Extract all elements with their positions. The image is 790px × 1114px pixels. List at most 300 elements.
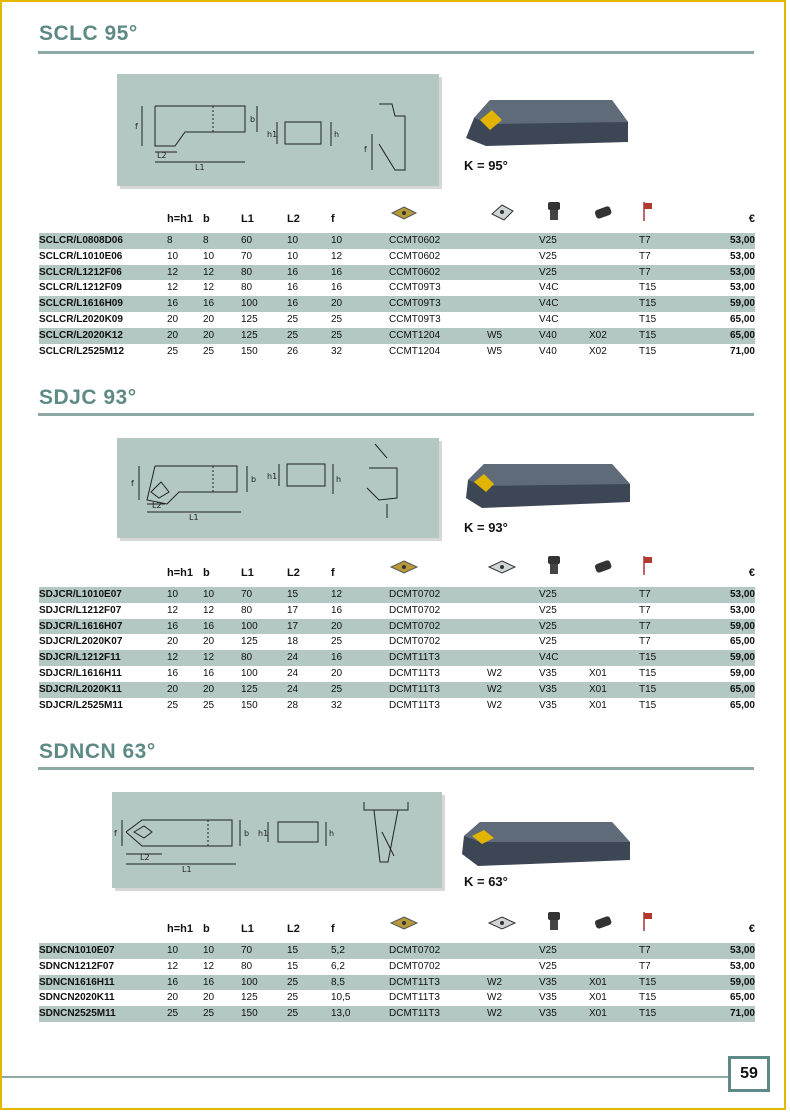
col-f: f	[331, 567, 335, 579]
svg-text:h: h	[336, 475, 342, 484]
cell-key: T15	[639, 1006, 687, 1022]
cell-price: 53,00	[729, 282, 755, 294]
svg-text:b: b	[244, 829, 250, 838]
cell-f: 16	[331, 282, 343, 294]
table-row	[39, 328, 755, 344]
k-angle-label: K = 63°	[464, 874, 508, 889]
cell-key: T15	[639, 682, 687, 698]
table-row	[39, 975, 755, 991]
cell-screw: V35	[539, 1006, 589, 1022]
svg-text:b: b	[250, 115, 256, 124]
cell-l2: 28	[287, 699, 299, 711]
cell-f: 20	[331, 296, 389, 312]
col-insert	[389, 554, 487, 587]
svg-text:h1: h1	[258, 829, 269, 838]
cell-code: SDJCR/L1616H07	[39, 619, 167, 635]
cell-l2: 26	[287, 345, 299, 357]
cell-key: T15	[639, 667, 657, 679]
cell-pin: X02	[589, 345, 607, 357]
col-shim	[487, 200, 539, 233]
dimension-drawing-icon	[117, 74, 439, 186]
cell-b: 16	[203, 975, 241, 991]
cell-screw: V25	[539, 233, 589, 249]
col-insert	[389, 200, 487, 233]
cell-h: 12	[167, 650, 203, 666]
svg-text:f: f	[135, 122, 138, 131]
cell-code: SDJCR/L1010E07	[39, 587, 167, 603]
cell-b: 12	[203, 650, 241, 666]
svg-text:f: f	[114, 829, 117, 838]
table-header-row	[39, 200, 755, 233]
svg-text:h1: h1	[267, 130, 278, 139]
cell-shim	[487, 587, 539, 603]
cell-h: 25	[167, 699, 179, 711]
cell-code: SDNCN1010E07	[39, 943, 167, 959]
cell-insert: DCMT0702	[389, 619, 487, 635]
tool-dimension-diagram	[112, 792, 442, 888]
cell-pin	[589, 233, 639, 249]
key-flag-icon	[639, 554, 661, 576]
table-row	[39, 296, 755, 312]
col-l2: L2	[287, 213, 300, 225]
col-l1: L1	[241, 213, 254, 225]
cell-h: 16	[167, 619, 203, 635]
cell-f: 8,5	[331, 975, 389, 991]
table-row	[39, 265, 755, 281]
cell-shim	[487, 296, 539, 312]
cell-screw: V25	[539, 636, 557, 648]
col-h: h=h1	[167, 213, 193, 225]
cell-price: 53,00	[687, 587, 755, 603]
cell-f: 13,0	[331, 1006, 389, 1022]
cell-l2: 25	[287, 313, 299, 325]
cell-pin: X01	[589, 1006, 639, 1022]
cell-l1: 100	[241, 975, 287, 991]
cell-screw: V35	[539, 992, 557, 1004]
cell-shim	[487, 634, 539, 650]
table-row	[39, 603, 755, 619]
col-pin	[589, 200, 639, 233]
cell-pin	[589, 280, 639, 296]
cell-b: 12	[203, 604, 215, 616]
cell-f: 25	[331, 313, 343, 325]
page-number: 59	[728, 1056, 770, 1092]
rhombic-insert-icon	[389, 556, 419, 576]
cell-pin	[589, 959, 639, 975]
cell-shim	[487, 265, 539, 281]
col-f: f	[331, 213, 335, 225]
cell-shim	[487, 233, 539, 249]
cell-shim: W2	[487, 699, 502, 711]
cell-f: 6,2	[331, 960, 345, 972]
cell-code: SDNCN1616H11	[39, 975, 167, 991]
cell-key: T7	[639, 250, 651, 262]
cell-screw: V25	[539, 587, 589, 603]
section-title: SDNCN 63°	[39, 740, 156, 763]
col-h: h=h1	[167, 567, 193, 579]
cell-l1: 125	[241, 682, 287, 698]
cell-insert: DCMT0702	[389, 943, 487, 959]
svg-text:L2: L2	[152, 501, 162, 510]
cell-l1: 125	[241, 313, 258, 325]
table-row	[39, 666, 755, 682]
cell-l2: 16	[287, 282, 299, 294]
table-header-row	[39, 910, 755, 943]
cell-l2: 25	[287, 992, 299, 1004]
svg-text:L2: L2	[140, 853, 150, 862]
cell-h: 12	[167, 265, 203, 281]
cell-h: 12	[167, 604, 179, 616]
col-screw	[539, 200, 589, 233]
cell-l1: 70	[241, 250, 253, 262]
col-price: €	[748, 213, 755, 225]
cell-screw: V40	[539, 328, 589, 344]
cell-code: SCLCR/L1616H09	[39, 296, 167, 312]
cell-insert: CCMT09T3	[389, 282, 441, 294]
cell-shim	[487, 959, 539, 975]
shim-icon	[487, 202, 517, 222]
cell-shim: W5	[487, 345, 502, 357]
cell-h: 10	[167, 943, 203, 959]
cell-l2: 25	[287, 975, 331, 991]
cell-b: 8	[203, 233, 241, 249]
table-row	[39, 943, 755, 959]
col-pin	[589, 910, 639, 943]
cell-b: 20	[203, 636, 215, 648]
cell-l1: 80	[241, 265, 287, 281]
cell-insert: DCMT11T3	[389, 650, 487, 666]
table-row	[39, 650, 755, 666]
cell-price: 71,00	[729, 345, 755, 357]
cell-h: 20	[167, 313, 179, 325]
svg-text:L1: L1	[182, 865, 192, 874]
cell-key: T15	[639, 328, 687, 344]
cell-price: 59,00	[687, 975, 755, 991]
cell-b: 20	[203, 682, 241, 698]
cell-insert: DCMT11T3	[389, 667, 440, 679]
cell-l2: 16	[287, 296, 331, 312]
cell-b: 16	[203, 619, 241, 635]
cell-h: 10	[167, 250, 179, 262]
col-screw	[539, 910, 589, 943]
pin-icon	[589, 202, 619, 222]
cell-shim	[487, 603, 539, 619]
cell-insert: CCMT0602	[389, 233, 487, 249]
section-title: SCLC 95°	[39, 22, 138, 45]
cell-b: 10	[203, 943, 241, 959]
cell-l2: 16	[287, 265, 331, 281]
cell-pin	[589, 249, 639, 265]
cell-f: 16	[331, 265, 389, 281]
cell-shim	[487, 619, 539, 635]
table-row	[39, 587, 755, 603]
cell-f: 25	[331, 636, 343, 648]
cell-price: 71,00	[687, 1006, 755, 1022]
cell-shim: W2	[487, 975, 539, 991]
cell-pin: X01	[589, 667, 607, 679]
cell-b: 25	[203, 1006, 241, 1022]
cell-f: 20	[331, 619, 389, 635]
cell-l2: 24	[287, 650, 331, 666]
cell-key: T15	[639, 282, 657, 294]
table-row	[39, 233, 755, 249]
cell-key: T15	[639, 992, 657, 1004]
cell-insert: DCMT0702	[389, 960, 441, 972]
cell-l1: 150	[241, 1006, 287, 1022]
cell-b: 20	[203, 328, 241, 344]
cell-b: 25	[203, 699, 215, 711]
cell-key: T15	[639, 296, 687, 312]
cell-insert: CCMT1204	[389, 328, 487, 344]
cell-key: T7	[639, 265, 687, 281]
tool-dimension-diagram	[117, 438, 439, 538]
col-f: f	[331, 923, 335, 935]
cell-price: 65,00	[729, 636, 755, 648]
svg-text:f: f	[131, 479, 134, 488]
cell-price: 65,00	[729, 992, 755, 1004]
cell-key: T15	[639, 975, 687, 991]
cell-code: SCLCR/L2020K12	[39, 328, 167, 344]
cell-screw: V4C	[539, 282, 559, 294]
col-price: €	[748, 923, 755, 935]
cell-code: SDJCR/L1212F07	[39, 604, 122, 616]
tool-dimension-diagram	[117, 74, 439, 186]
cell-l1: 150	[241, 699, 258, 711]
col-key	[639, 200, 687, 233]
cell-screw: V4C	[539, 313, 559, 325]
cell-h: 8	[167, 233, 203, 249]
cell-code: SDJCR/L1212F11	[39, 650, 167, 666]
cell-h: 16	[167, 667, 179, 679]
cell-pin	[589, 603, 639, 619]
cell-l1: 125	[241, 992, 258, 1004]
cell-shim: W2	[487, 667, 502, 679]
cell-code: SCLCR/L2020K09	[39, 313, 123, 325]
cell-code: SDJCR/L2020K07	[39, 636, 123, 648]
col-key	[639, 910, 687, 943]
key-flag-icon	[639, 910, 661, 932]
col-h: h=h1	[167, 923, 193, 935]
cell-code: SCLCR/L0808D06	[39, 233, 167, 249]
cell-shim: W2	[487, 992, 502, 1004]
cell-shim	[487, 249, 539, 265]
cell-h: 20	[167, 636, 179, 648]
col-pin	[589, 554, 639, 587]
cell-f: 5,2	[331, 943, 389, 959]
col-b: b	[203, 567, 210, 579]
col-key	[639, 554, 687, 587]
cell-price: 53,00	[729, 604, 755, 616]
cell-code: SDNCN1212F07	[39, 960, 115, 972]
cell-screw: V35	[539, 699, 557, 711]
rhombic-insert-icon	[389, 202, 419, 222]
cell-f: 16	[331, 650, 389, 666]
dimension-drawing-icon	[117, 438, 439, 538]
dimension-drawing-icon	[112, 792, 442, 888]
cell-h: 25	[167, 1006, 203, 1022]
cell-l2: 25	[287, 328, 331, 344]
cell-screw: V35	[539, 667, 557, 679]
cell-l2: 24	[287, 682, 331, 698]
cell-code: SDNCN2525M11	[39, 1006, 167, 1022]
screw-icon	[539, 554, 569, 576]
col-b: b	[203, 213, 210, 225]
cell-l1: 70	[241, 943, 287, 959]
table-row	[39, 990, 755, 1006]
cell-key: T15	[639, 313, 657, 325]
cell-l2: 17	[287, 604, 299, 616]
cell-insert: DCMT0702	[389, 604, 441, 616]
cell-key: T15	[639, 345, 657, 357]
screw-icon	[539, 200, 569, 222]
cell-shim	[487, 650, 539, 666]
table-row	[39, 344, 755, 360]
cell-shim	[487, 280, 539, 296]
cell-screw: V25	[539, 960, 557, 972]
cell-l2: 15	[287, 587, 331, 603]
table-row	[39, 682, 755, 698]
svg-text:L1: L1	[195, 163, 205, 172]
col-price: €	[748, 567, 755, 579]
cell-insert: CCMT09T3	[389, 296, 487, 312]
cell-l1: 125	[241, 328, 287, 344]
cell-f: 32	[331, 345, 343, 357]
cell-price: 59,00	[687, 619, 755, 635]
cell-screw: V35	[539, 682, 589, 698]
cell-screw: V25	[539, 265, 589, 281]
cell-l2: 18	[287, 636, 299, 648]
col-l2: L2	[287, 923, 300, 935]
cell-price: 65,00	[687, 682, 755, 698]
cell-key: T7	[639, 587, 687, 603]
cell-h: 20	[167, 682, 203, 698]
cell-b: 12	[203, 282, 215, 294]
cell-shim	[487, 312, 539, 328]
cell-f: 10	[331, 233, 389, 249]
table-row	[39, 280, 755, 296]
cell-key: T7	[639, 233, 687, 249]
cell-screw: V4C	[539, 296, 589, 312]
cell-f: 16	[331, 604, 343, 616]
table-row	[39, 312, 755, 328]
cell-screw: V35	[539, 975, 589, 991]
section-rule	[38, 767, 754, 770]
cell-h: 10	[167, 587, 203, 603]
cell-l2: 10	[287, 233, 331, 249]
cell-key: T7	[639, 960, 651, 972]
cell-price: 53,00	[687, 233, 755, 249]
cell-key: T15	[639, 650, 687, 666]
cell-h: 16	[167, 296, 203, 312]
cell-price: 59,00	[687, 650, 755, 666]
table-row	[39, 619, 755, 635]
cell-code: SCLCR/L1212F09	[39, 282, 122, 294]
cell-h: 16	[167, 975, 203, 991]
cell-key: T7	[639, 619, 687, 635]
pin-icon	[589, 912, 619, 932]
cell-price: 53,00	[687, 265, 755, 281]
col-l1: L1	[241, 567, 254, 579]
k-angle-label: K = 95°	[464, 158, 508, 173]
cell-l1: 80	[241, 650, 287, 666]
table-row	[39, 634, 755, 650]
cell-l1: 100	[241, 296, 287, 312]
cell-key: T7	[639, 604, 651, 616]
cell-pin: X01	[589, 682, 639, 698]
table-row	[39, 1006, 755, 1022]
cell-pin	[589, 296, 639, 312]
cell-b: 10	[203, 587, 241, 603]
cell-pin	[589, 634, 639, 650]
spec-table	[39, 910, 755, 1022]
tool-holder-image	[462, 98, 630, 164]
svg-text:b: b	[251, 475, 257, 484]
spec-table	[39, 554, 755, 713]
cell-code: SDNCN2020K11	[39, 992, 115, 1004]
cell-screw: V4C	[539, 650, 589, 666]
cell-b: 25	[203, 345, 215, 357]
cell-insert: DCMT11T3	[389, 975, 487, 991]
tool-holder-image	[460, 820, 632, 876]
cell-pin: X01	[589, 992, 607, 1004]
cell-h: 20	[167, 992, 179, 1004]
cell-key: T7	[639, 943, 687, 959]
cell-insert: CCMT09T3	[389, 313, 441, 325]
cell-insert: CCMT0602	[389, 250, 441, 262]
cell-l1: 100	[241, 619, 287, 635]
tool-holder-image	[462, 462, 632, 522]
cell-price: 53,00	[687, 943, 755, 959]
k-angle-label: K = 93°	[464, 520, 508, 535]
cell-f: 12	[331, 587, 389, 603]
cell-b: 16	[203, 667, 215, 679]
cell-shim: W5	[487, 328, 539, 344]
cell-b: 12	[203, 265, 241, 281]
cell-h: 25	[167, 345, 179, 357]
rhombic-insert-icon	[389, 912, 419, 932]
cell-h: 12	[167, 282, 179, 294]
cell-code: SCLCR/L1010E06	[39, 250, 123, 262]
cell-pin	[589, 619, 639, 635]
cell-b: 12	[203, 960, 215, 972]
cell-key: T15	[639, 699, 657, 711]
svg-text:L1: L1	[189, 513, 199, 522]
cell-screw: V25	[539, 943, 589, 959]
cell-price: 65,00	[687, 328, 755, 344]
cell-insert: DCMT11T3	[389, 699, 440, 711]
col-shim	[487, 554, 539, 587]
cell-pin: X01	[589, 975, 639, 991]
cell-l2: 10	[287, 250, 299, 262]
cell-f: 32	[331, 699, 343, 711]
cell-price: 59,00	[687, 296, 755, 312]
col-l1: L1	[241, 923, 254, 935]
cell-price: 53,00	[729, 960, 755, 972]
section-title: SDJC 93°	[39, 386, 137, 409]
cell-f: 25	[331, 328, 389, 344]
col-b: b	[203, 923, 210, 935]
cell-shim: W2	[487, 1006, 539, 1022]
svg-text:f: f	[364, 145, 367, 154]
cell-h: 20	[167, 328, 203, 344]
footer-rule	[2, 1076, 737, 1078]
table-row	[39, 698, 755, 714]
cell-f: 10,5	[331, 992, 351, 1004]
cell-insert: CCMT0602	[389, 265, 487, 281]
cell-f: 20	[331, 667, 343, 679]
section-rule	[38, 51, 754, 54]
shim-icon	[487, 556, 517, 576]
